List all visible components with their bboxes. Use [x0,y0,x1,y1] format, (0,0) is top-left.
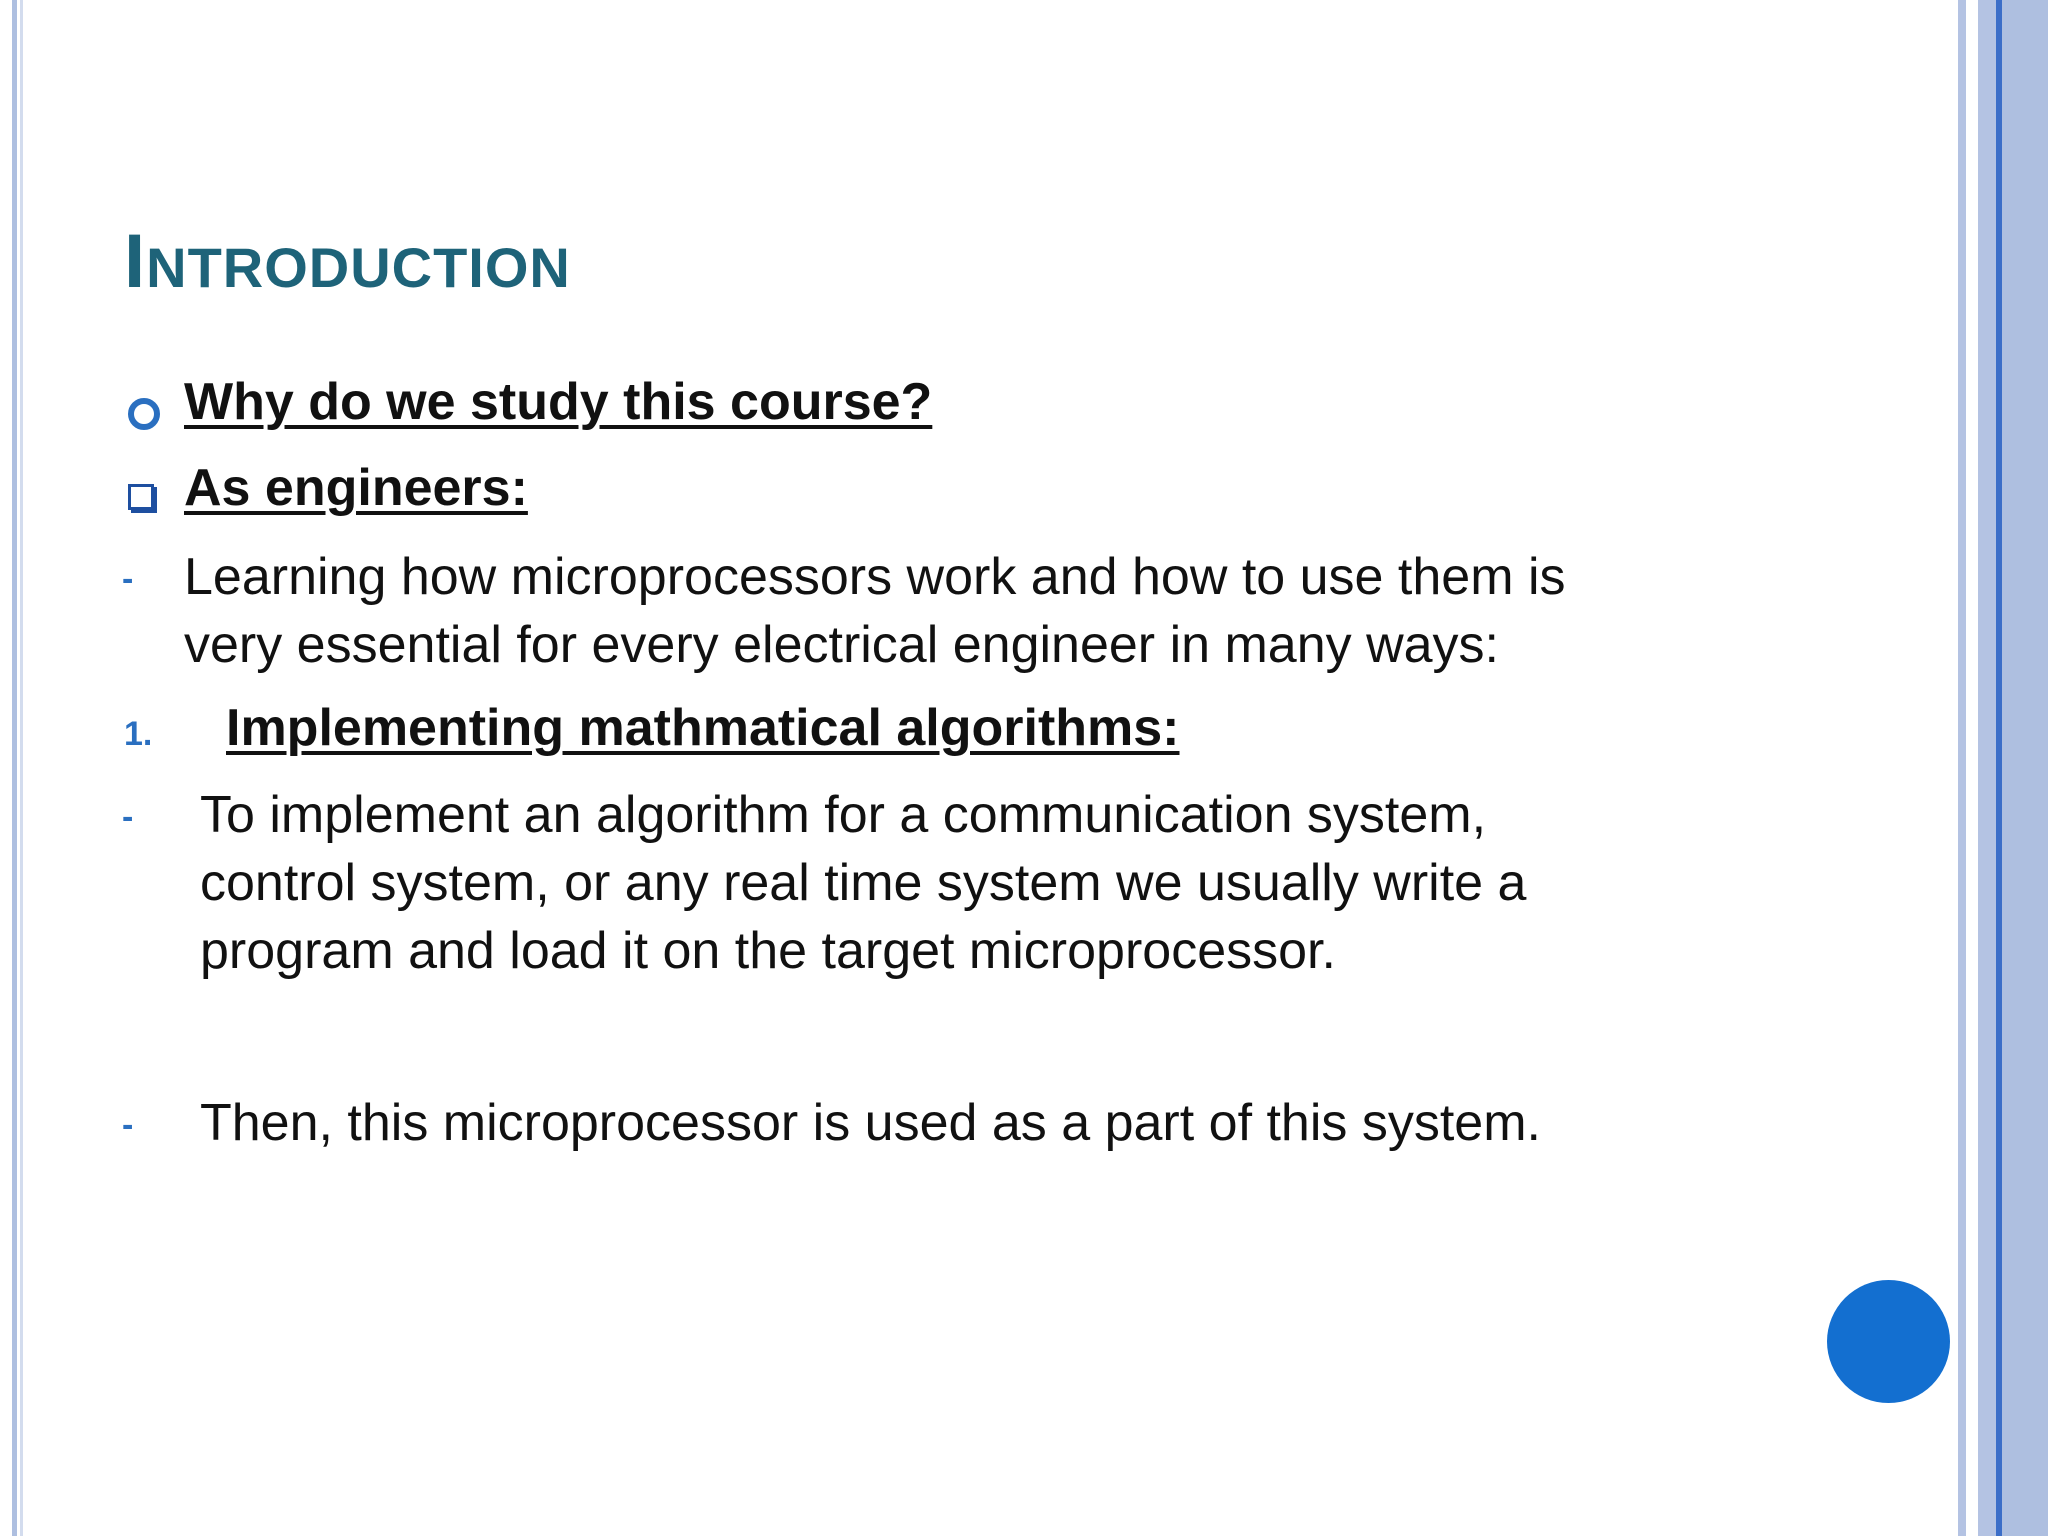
left-border-stripe [12,0,17,1536]
dash-marker: - [122,798,134,836]
question-heading: Why do we study this course? [184,373,933,431]
left-border [0,0,5,1536]
dash-marker: - [122,1106,134,1144]
algorithms-heading: Implementing mathmatical algorithms: [226,699,1180,757]
paragraph-line: control system, or any real time system we usually write a [200,854,1527,912]
right-border-stripe [1958,0,1966,1536]
dash-marker: - [122,560,134,598]
ring-bullet-icon [128,398,160,430]
right-border-band-outer [2002,0,2048,1536]
square-bullet-icon [128,484,154,510]
paragraph-learning [184,543,1566,679]
slide-title-rest: NTRODUCTION [146,236,571,299]
paragraph-line: very essential for every electrical engineer in many ways: [184,616,1500,674]
number-marker: 1. [124,715,153,753]
slide-title [124,218,571,305]
paragraph-line: program and load it on the target microprocessor. [200,922,1336,980]
paragraph-line: Then, this microprocessor is used as a part of this system. [200,1094,1541,1152]
slide-title-initial: I [124,219,147,304]
paragraph-implement [200,781,1526,985]
paragraph-line: Learning how microprocessors work and how to use them is [184,548,1566,606]
left-border-stripe-light [20,0,23,1536]
circle-decoration [1827,1280,1950,1403]
paragraph-then [200,1089,1541,1157]
paragraph-line: To implement an algorithm for a communication system, [200,786,1487,844]
right-border-band [1978,0,1996,1536]
engineers-heading: As engineers: [184,459,528,517]
